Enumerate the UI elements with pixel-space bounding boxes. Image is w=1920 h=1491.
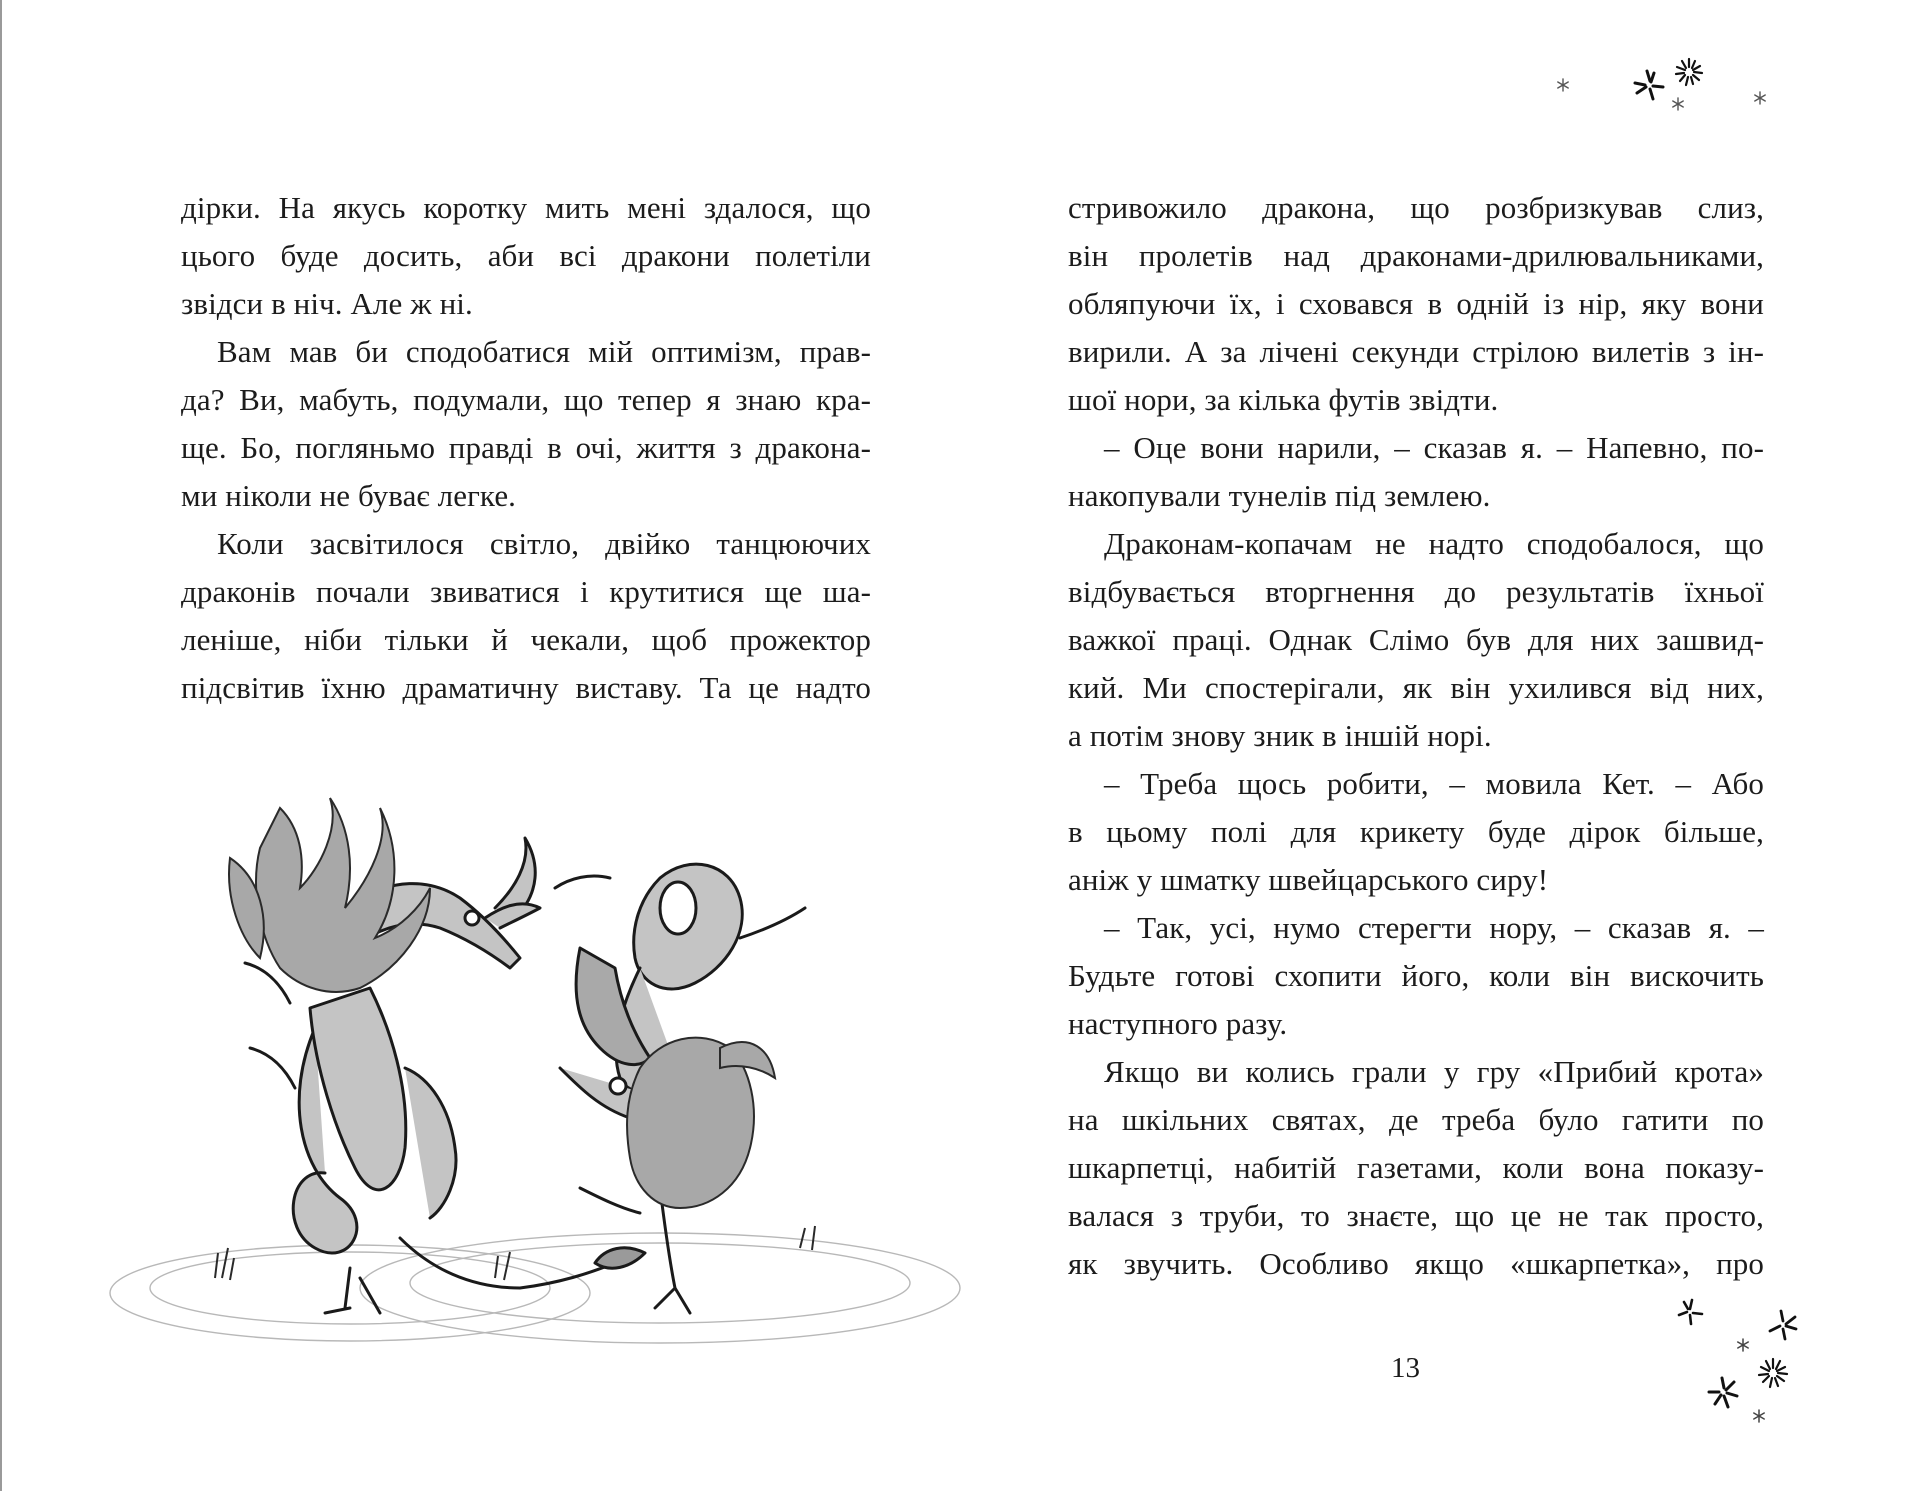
text-line: да? Ви, мабуть, подумали, що тепер я знаю кра- bbox=[181, 382, 871, 417]
text-line: вирили. А за лічені секунди стрілою вилетів з ін- bbox=[1068, 334, 1764, 369]
text-line: стривожило дракона, що розбризкував слиз, bbox=[1068, 190, 1764, 225]
star-icon bbox=[1767, 1309, 1799, 1341]
text-line: шкарпетці, набитій газетами, коли вона показу- bbox=[1068, 1150, 1764, 1185]
text-line: як звучить. Особливо якщо «шкарпетка», про bbox=[1068, 1246, 1764, 1281]
dancing-dragons-illustration bbox=[100, 768, 980, 1358]
text-line: – Так, усі, нумо стерегти нору, – сказав я. – bbox=[1104, 910, 1764, 945]
text-line: звідси в ніч. Але ж ні. bbox=[181, 286, 473, 321]
burst-star-icon bbox=[1673, 56, 1705, 88]
right-text-column bbox=[1068, 184, 1764, 1288]
left-text-column bbox=[181, 184, 871, 712]
text-line: драконів почали звиватися і крутитися ще ша- bbox=[181, 574, 871, 609]
small-star-icon bbox=[1555, 77, 1571, 93]
text-line: цього буде досить, аби всі дракони полетіли bbox=[181, 238, 871, 273]
small-star-icon bbox=[1735, 1337, 1751, 1353]
small-star-icon bbox=[1752, 90, 1768, 106]
text-line: наступного разу. bbox=[1068, 1006, 1288, 1041]
text-line: а потім знову зник в іншій норі. bbox=[1068, 718, 1492, 753]
burst-star-icon bbox=[1756, 1356, 1790, 1390]
page-edge-divider bbox=[0, 0, 2, 1491]
text-line: Драконам-копачам не надто сподобалося, що bbox=[1104, 526, 1764, 561]
small-star-icon bbox=[1670, 96, 1686, 112]
text-line: обляпуючи їх, і сховався в одній із нір, яку вони bbox=[1068, 286, 1764, 321]
text-line: аніж у шматку швейцарського сиру! bbox=[1068, 862, 1549, 897]
text-line: підсвітив їхню драматичну виставу. Та це надто bbox=[181, 670, 871, 705]
text-line: відбувається вторгнення до результатів їхньої bbox=[1068, 574, 1764, 609]
text-line: Якщо ви колись грали у гру «Прибий крота» bbox=[1104, 1054, 1764, 1089]
star-icon bbox=[1676, 1298, 1704, 1326]
text-line: леніше, ніби тільки й чекали, щоб прожектор bbox=[181, 622, 871, 657]
text-line: ми ніколи не буває легке. bbox=[181, 478, 517, 513]
text-line: шої нори, за кілька футів звідти. bbox=[1068, 382, 1499, 417]
text-line: Вам мав би сподобатися мій оптимізм, прав- bbox=[217, 334, 871, 369]
text-line: важкої праці. Однак Слімо був для них зашвид- bbox=[1068, 622, 1764, 657]
text-line: кий. Ми спостерігали, як він ухилився від них, bbox=[1068, 670, 1764, 705]
text-line: валася з труби, то знаєте, що це не так просто, bbox=[1068, 1198, 1764, 1233]
text-line: дірки. На якусь коротку мить мені здалося, що bbox=[181, 190, 871, 225]
text-line: на шкільних святах, де треба було гатити по bbox=[1068, 1102, 1764, 1137]
text-line: – Оце вони нарили, – сказав я. – Напевно, по- bbox=[1104, 430, 1764, 465]
text-line: Будьте готові схопити його, коли він вискочить bbox=[1068, 958, 1764, 993]
text-line: – Треба щось робити, – мовила Кет. – Або bbox=[1104, 766, 1764, 801]
star-icon bbox=[1632, 68, 1666, 102]
text-line: в цьому полі для крикету буде дірок більше, bbox=[1068, 814, 1764, 849]
small-star-icon bbox=[1751, 1408, 1767, 1424]
star-icon bbox=[1706, 1375, 1740, 1409]
text-line: Коли засвітилося світло, двійко танцюючих bbox=[217, 526, 871, 561]
text-line: він пролетів над драконами-дрилювальниками, bbox=[1068, 238, 1764, 273]
text-line: накопували тунелів під землею. bbox=[1068, 478, 1491, 513]
page-number: 13 bbox=[1391, 1352, 1420, 1384]
text-line: ще. Бо, погляньмо правді в очі, життя з дракона- bbox=[181, 430, 871, 465]
